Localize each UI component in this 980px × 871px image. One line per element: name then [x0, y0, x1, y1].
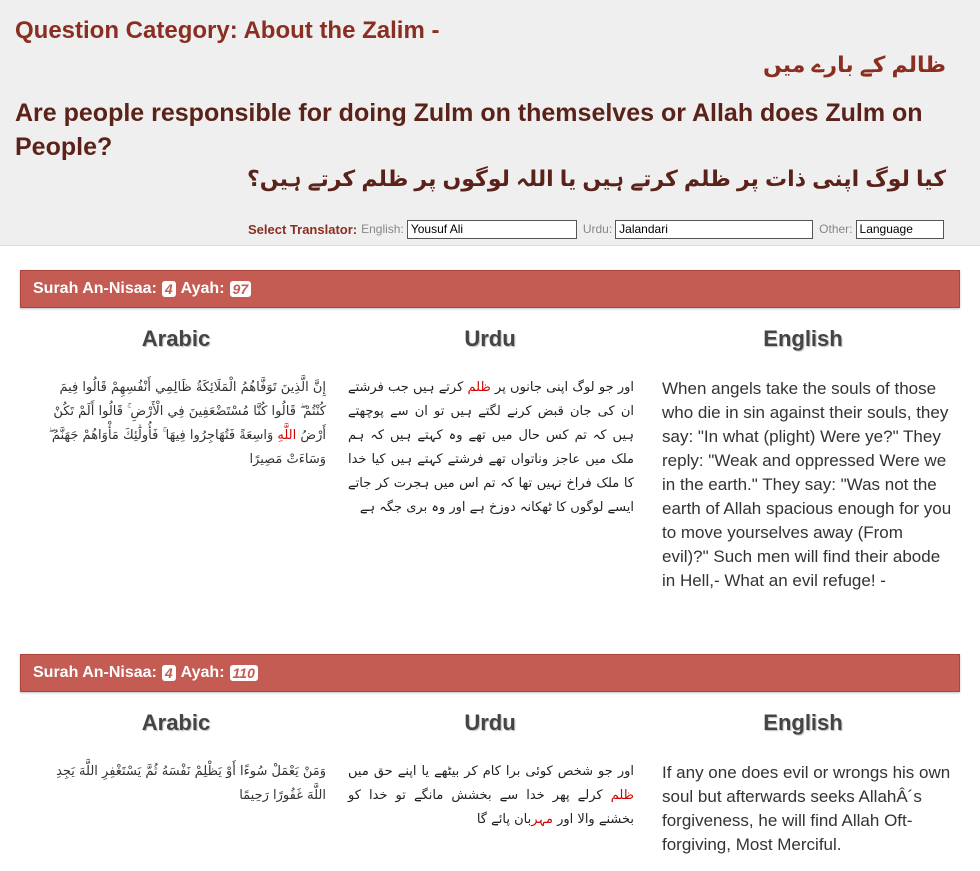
english-verse-text: When angels take the souls of those who die in sin against their souls, they say: "In what (plight) Were ye?" They reply: "Weak and oppressed Were we in the earth." They say: "Was not the earth of Allah spacious enough for you to move yourselves away (From evil)?" Such men will find their abode in Hell,- What an evil refuge! -	[662, 379, 952, 590]
urdu-verse-text: اور جو شخص کوئی برا کام کر بیٹھے یا اپنے حق میں ظلم کرلے پھر خدا سے بخشش مانگے تو خدا کو بخشنے والا اور مہربان پائے گا	[348, 764, 634, 827]
question-title-english: Are people responsible for doing Zulm on themselves or Allah does Zulm on People?	[15, 99, 923, 161]
other-translator-input[interactable]	[856, 220, 944, 239]
arabic-verse-text: وَمَنْ يَعْمَلْ سُوءًا أَوْ يَظْلِمْ نَفْسَهُ ثُمَّ يَسْتَغْفِرِ اللَّهَ يَجِدِ اللَّهَ غَفُورًا رَحِيمًا	[56, 764, 326, 803]
english-verse-text: If any one does evil or wrongs his own soul but afterwards seeks AllahÂ´s forgiveness, he will find Allah Oft-forgiving, Most Merciful.	[662, 763, 951, 854]
ayah-label: Ayah:	[180, 280, 225, 297]
translator-selector	[248, 218, 950, 240]
mehr-highlight: مہر	[531, 812, 553, 827]
urdu-verse-text: اور جو لوگ اپنی جانوں پر ظلم کرتے ہیں جب فرشتے ان کی جان قبض کرنے لگتے ہیں تو ان سے پوچھتے ہیں کہ تم کس حال میں تھے وہ کہتے ہیں کہ ہم ملک میں عاجز وناتواں تھے فرشتے کہتے ہیں کیا خدا کا ملک فراخ نہیں تھا کہ تم اس میں ہجرت کر جاتے ایسے لوگوں کا ٹھکانہ دوزخ ہے اور وہ بری جگہ ہے	[348, 380, 634, 515]
english-column-heading: English	[763, 326, 843, 351]
urdu-column-heading: Urdu	[464, 710, 516, 735]
arabic-column-heading: Arabic	[141, 710, 211, 735]
surah-number-badge: 4	[162, 281, 176, 297]
arabic-verse-text: إِنَّ الَّذِينَ تَوَفَّاهُمُ الْمَلَائِكَةُ ظَالِمِي أَنْفُسِهِمْ قَالُوا فِيمَ كُنْتُمْ ۖ قَالُوا كُنَّا مُسْتَضْعَفِينَ فِي الْأَرْضِ ۚ قَالُوا أَلَمْ تَكُنْ أَرْضُ اللَّهِ وَاسِعَةً فَتُهَاجِرُوا فِيهَا ۚ فَأُولَٰئِكَ مَأْوَاهُمْ جَهَنَّمُ ۖ وَسَاءَتْ مَصِيرًا	[48, 380, 326, 467]
page-header	[0, 0, 980, 246]
surah-header-bar	[20, 270, 960, 308]
urdu-translator-label: Urdu:	[582, 222, 613, 236]
surah-header-bar	[20, 654, 960, 692]
ayah-number-badge: 97	[230, 281, 252, 297]
zulm-highlight: ظلم	[467, 380, 491, 395]
surah-label: Surah An-Nisaa:	[33, 664, 157, 681]
ayah-label: Ayah:	[180, 664, 225, 681]
urdu-column-heading: Urdu	[464, 326, 516, 351]
other-translator-label: Other:	[819, 222, 853, 236]
arabic-column-heading: Arabic	[141, 326, 211, 351]
surah-number-badge: 4	[162, 665, 176, 681]
allah-highlight: اللَّهِ	[277, 428, 297, 443]
urdu-translator-input[interactable]	[615, 220, 813, 239]
ayah-number-badge: 110	[230, 665, 258, 681]
english-translator-input[interactable]	[407, 220, 577, 239]
question-title-urdu: کیا لوگ اپنی ذات پر ظلم کرتے ہیں یا اللہ لوگوں پر ظلم کرتے ہیں؟	[247, 166, 946, 191]
surah-label: Surah An-Nisaa:	[33, 280, 157, 297]
translator-label: Select Translator:	[248, 221, 358, 237]
category-title-english: Question Category: About the Zalim -	[15, 17, 440, 44]
english-translator-label: English:	[361, 222, 404, 236]
category-title-urdu: ظالم کے بارے میں	[763, 52, 946, 77]
zulm-highlight: ظلم	[610, 788, 634, 803]
english-column-heading: English	[763, 710, 843, 735]
